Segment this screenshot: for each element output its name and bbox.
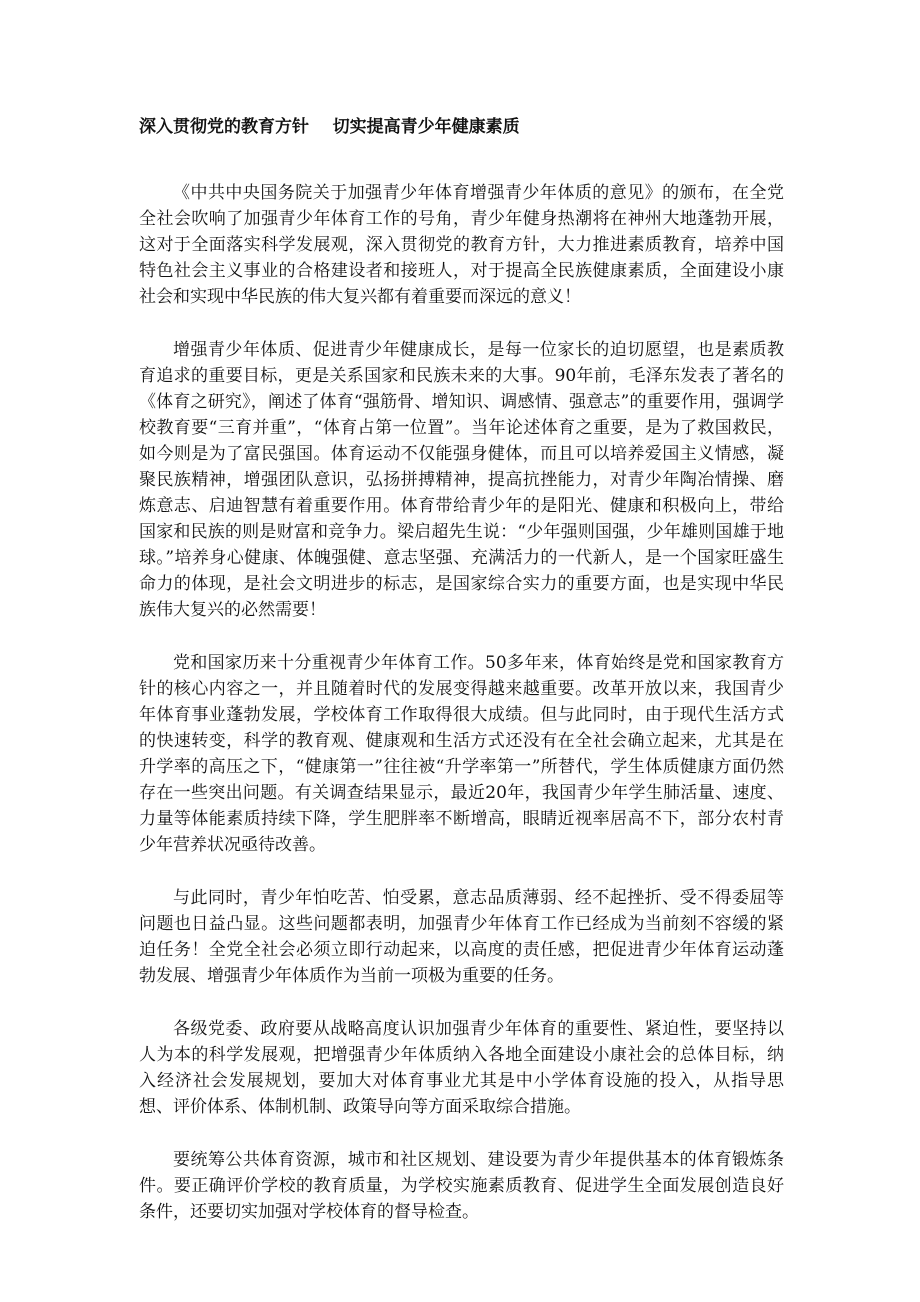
document-title: 深入贯彻党的教育方针 切实提高青少年健康素质 (139, 117, 520, 137)
paragraph: 与此同时，青少年怕吃苦、怕受累，意志品质薄弱、经不起挫折、受不得委屈等问题也日益凸显。这些问题都表明，加强青少年体育工作已经成为当前刻不容缓的紧迫任务！全党全社会必须立即行动起来，以高度的责任感，把促进青少年体育运动蓬勃发展、增强青少年体质作为当前一项极为重要的任务。 (139, 888, 784, 986)
paragraph: 党和国家历来十分重视青少年体育工作。50多年来，体育始终是党和国家教育方针的核心内容之一，并且随着时代的发展变得越来越重要。改革开放以来，我国青少年体育事业蓬勃发展，学校体育工作取得很大成绩。但与此同时，由于现代生活方式的快速转变，科学的教育观、健康观和生活方式还没有在全社会确立起来，尤其是在升学率的高压之下，“健康第一”往往被“升学率第一”所替代，学生体质健康方面仍然存在一些突出问题。有关调查结果显示，最近20年，我国青少年学生肺活量、速度、力量等体能素质持续下降，学生肥胖率不断增高，眼睛近视率居高不下，部分农村青少年营养状况亟待改善。 (139, 653, 784, 855)
paragraph: 要统筹公共体育资源，城市和社区规划、建设要为青少年提供基本的体育锻炼条件。要正确评价学校的教育质量，为学校实施素质教育、促进学生全面发展创造良好条件，还要切实加强对学校体育的督导检查。 (139, 1150, 784, 1222)
paragraph: 《中共中央国务院关于加强青少年体育增强青少年体质的意见》的颁布，在全党全社会吹响了加强青少年体育工作的号角，青少年健身热潮将在神州大地蓬勃开展，这对于全面落实科学发展观，深入贯彻党的教育方针，大力推进素质教育，培养中国特色社会主义事业的合格建设者和接班人，对于提高全民族健康素质，全面建设小康社会和实现中华民族的伟大复兴都有着重要而深远的意义！ (139, 183, 784, 307)
paragraph: 增强青少年体质、促进青少年健康成长，是每一位家长的迫切愿望，也是素质教育追求的重要目标，更是关系国家和民族未来的大事。90年前，毛泽东发表了著名的《体育之研究》，阐述了体育“强筋骨、增知识、调感情、强意志”的重要作用，强调学校教育要“三育并重”，“体育占第一位置”。当年论述体育之重要，是为了救国救民，如今则是为了富民强国。体育运动不仅能强身健体，而且可以培养爱国主义情感，凝聚民族精神，增强团队意识，弘扬拼搏精神，提高抗挫能力，对青少年陶冶情操、磨炼意志、启迪智慧有着重要作用。体育带给青少年的是阳光、健康和积极向上，带给国家和民族的则是财富和竞争力。梁启超先生说：“少年强则国强，少年雄则国雄于地球。”培养身心健康、体魄强健、意志坚强、充满活力的一代新人，是一个国家旺盛生命力的体现，是社会文明进步的标志，是国家综合实力的重要方面，也是实现中华民族伟大复兴的必然需要！ (139, 340, 784, 620)
document-body (139, 180, 784, 1252)
paragraph: 各级党委、政府要从战略高度认识加强青少年体育的重要性、紧迫性，要坚持以人为本的科学发展观，把增强青少年体质纳入各地全面建设小康社会的总体目标，纳入经济社会发展规划，要加大对体育事业尤其是中小学体育设施的投入，从指导思想、评价体系、体制机制、政策导向等方面采取综合措施。 (139, 1019, 784, 1117)
